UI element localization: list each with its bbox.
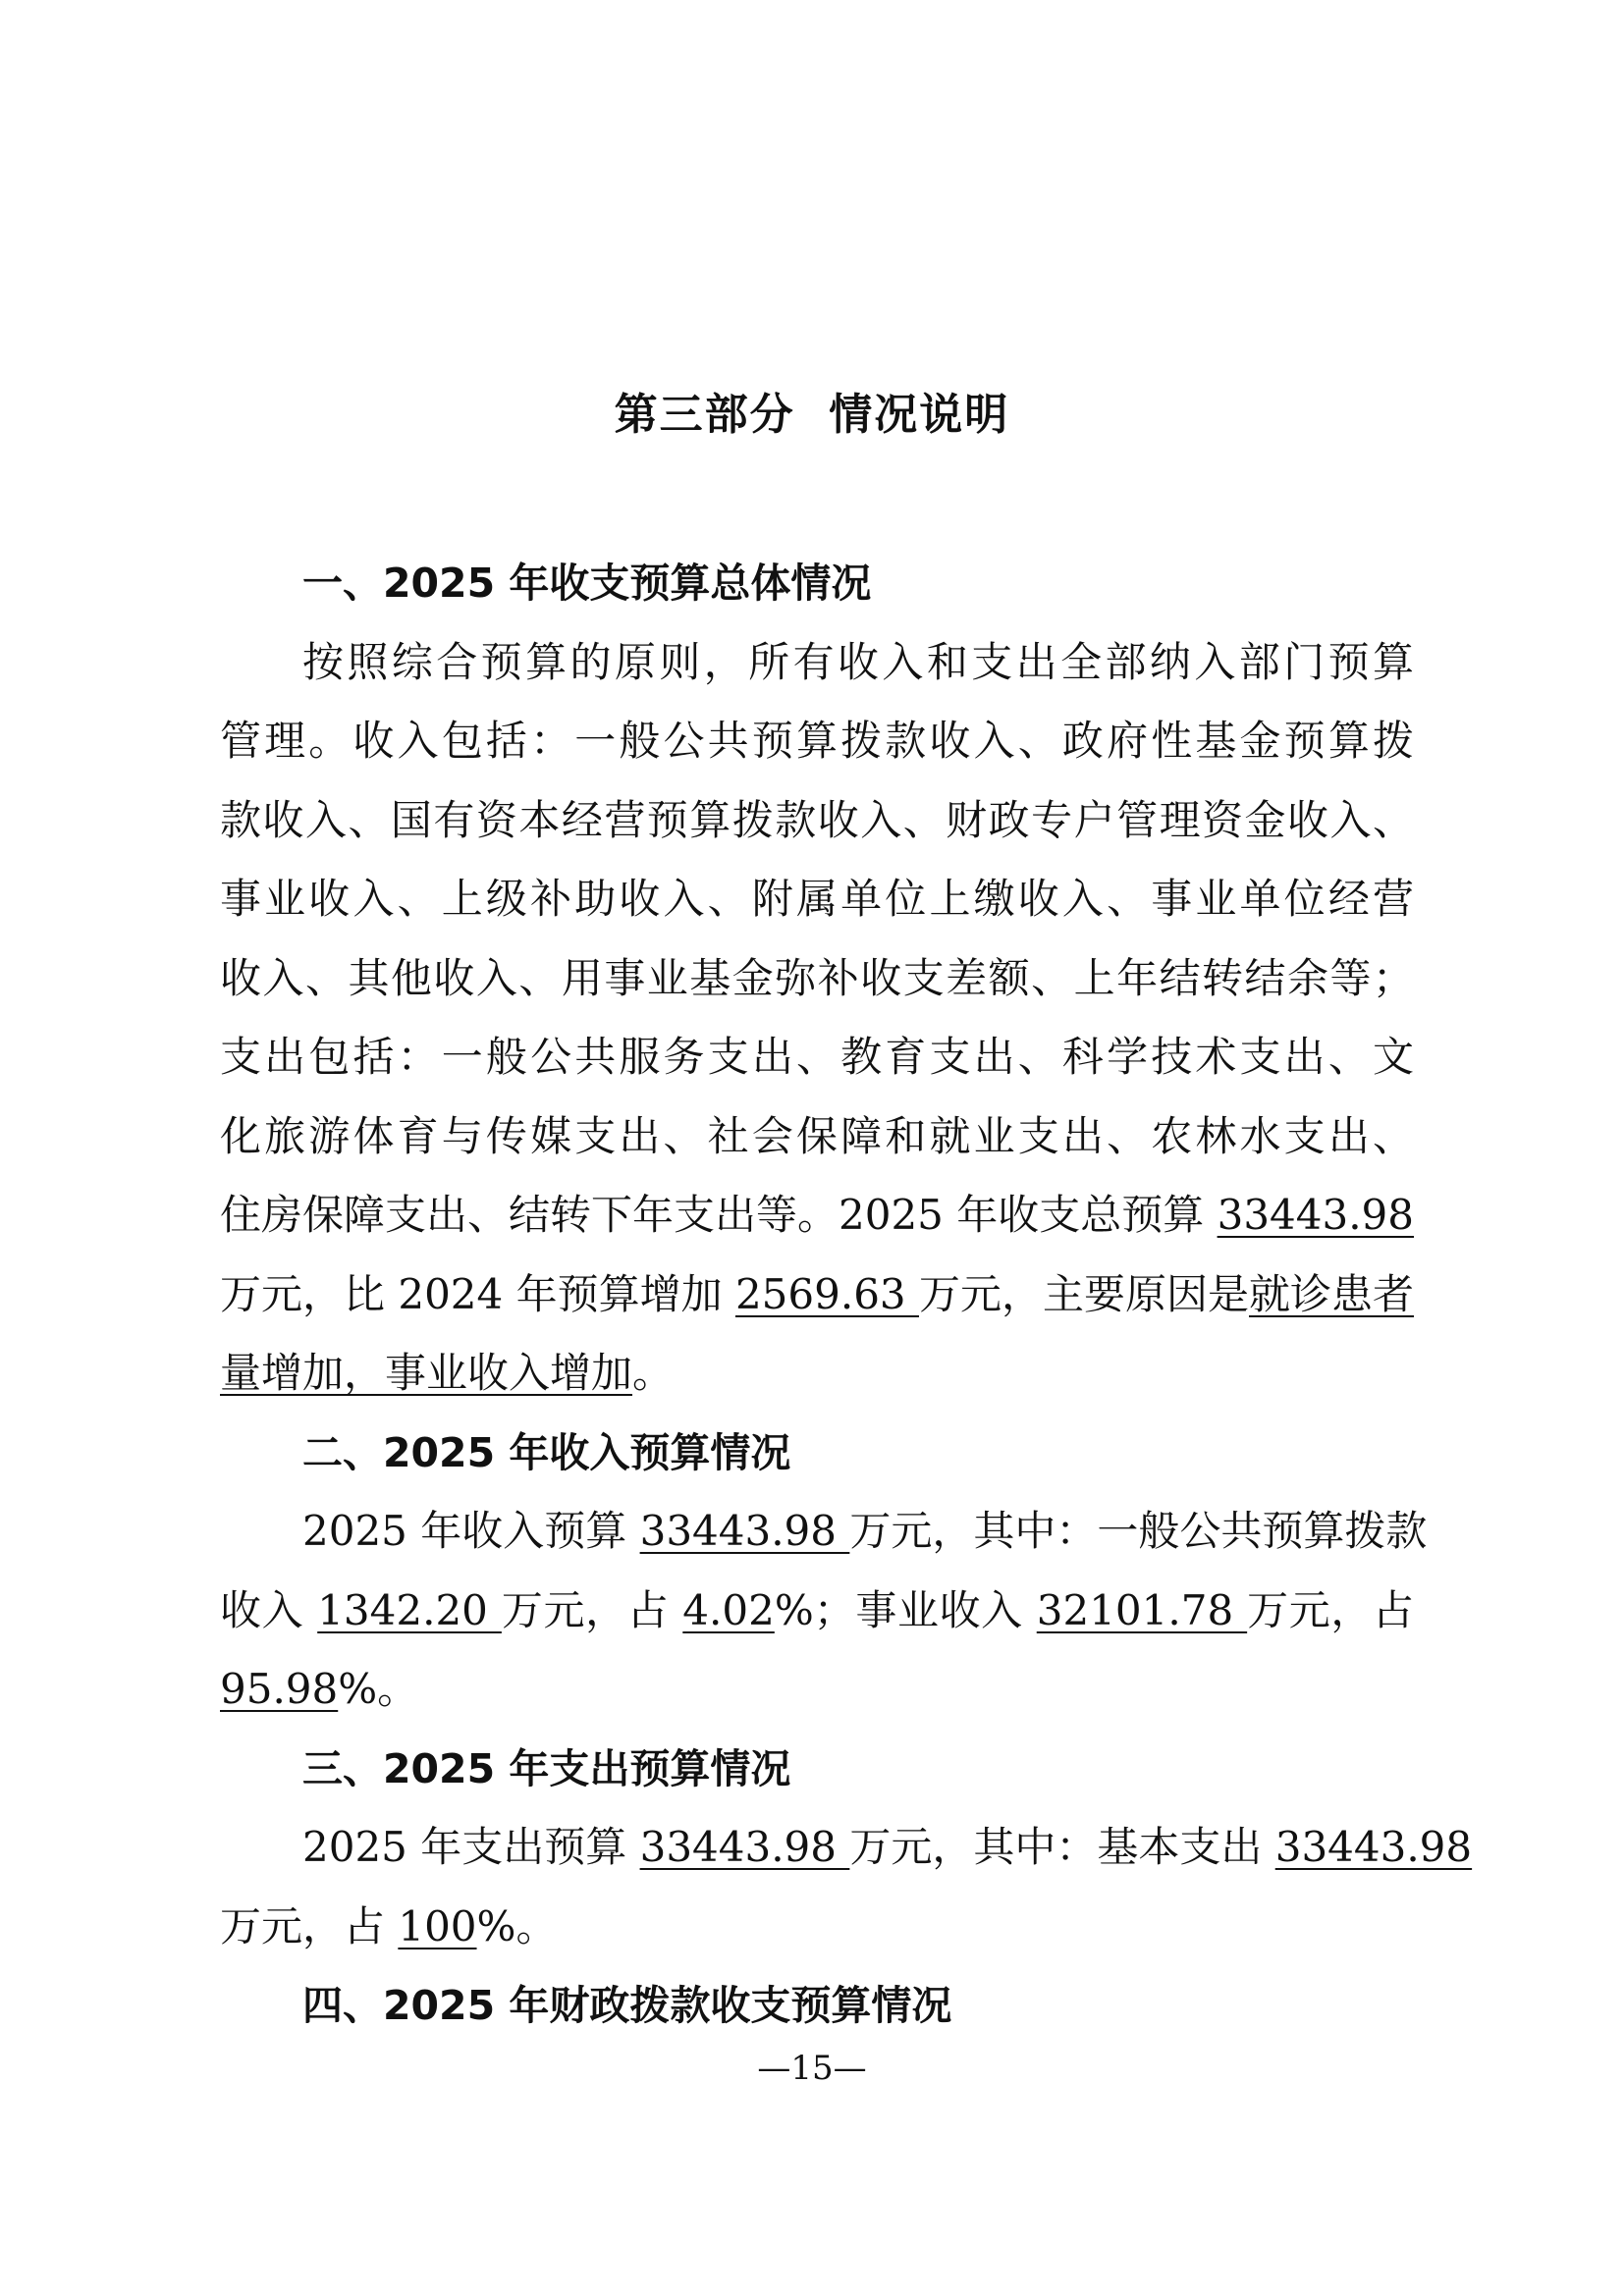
budget-increase-amount: 2569.63: [734, 1269, 919, 1318]
section-1-line-8: [220, 1176, 1414, 1255]
section-2-line-2: [220, 1572, 1414, 1651]
business-income-share: 95.98: [220, 1665, 339, 1713]
section-2-line-1-rest: 万元，其中：一般公共预算拨款: [849, 1507, 1428, 1555]
section-1-line-6: 支出包括：一般公共服务支出、教育支出、科学技术支出、文: [220, 1033, 1414, 1081]
document-body: [220, 544, 1473, 2046]
section-2-line-2-text-b: 万元，占: [501, 1585, 683, 1634]
section-3-line-2: [220, 1888, 1414, 1967]
basic-expenditure-share: 100: [398, 1901, 477, 1950]
basic-expenditure-amount: 33443.98: [1274, 1823, 1473, 1871]
section-1-line-10-end: 。: [632, 1349, 675, 1397]
section-1-line-9-text: 万元，比 2024 年预算增加: [220, 1269, 735, 1318]
page-title: 第三部分 情况说明: [614, 390, 1010, 440]
section-1-line-8-text: 住房保障支出、结转下年支出等。2025 年收支总预算: [220, 1191, 1218, 1239]
increase-reason-part-2: 量增加，事业收入增加: [220, 1349, 633, 1397]
total-budget-amount: 33443.98: [1217, 1191, 1414, 1239]
section-1-line-10: [220, 1334, 1414, 1414]
income-budget-amount: 33443.98: [639, 1507, 850, 1555]
expenditure-budget-amount: 33443.98: [639, 1823, 850, 1871]
section-1-line-4: 事业收入、上级补助收入、附属单位上缴收入、事业单位经营: [220, 875, 1414, 923]
section-4-heading: 四、2025 年财政拨款收支预算情况: [302, 1982, 952, 2029]
section-2-line-2-text-d: 万元，占: [1247, 1585, 1414, 1634]
increase-reason-part-1: 就诊患者: [1249, 1269, 1415, 1318]
page-number: —15—: [757, 2049, 867, 2088]
section-1-line-7: 化旅游体育与传媒支出、社会保障和就业支出、农林水支出、: [220, 1111, 1414, 1160]
section-3-line-2-end: %。: [476, 1901, 558, 1950]
section-3-line-1-rest: 万元，其中：基本支出: [849, 1823, 1275, 1871]
section-1-line-9: [220, 1255, 1414, 1335]
section-2-line-3: [220, 1650, 1414, 1730]
public-budget-share: 4.02: [682, 1585, 775, 1634]
section-2-line-1: [220, 1492, 1428, 1572]
business-income-amount: 32101.78: [1036, 1585, 1248, 1634]
section-3-line-1-text: 2025 年支出预算: [302, 1823, 640, 1871]
section-2-heading: 二、2025 年收入预算情况: [302, 1428, 791, 1476]
section-1-heading: 一、2025 年收支预算总体情况: [302, 560, 872, 607]
public-budget-appropriation-amount: 1342.20: [317, 1585, 502, 1634]
section-3-line-2-text: 万元，占: [220, 1901, 399, 1950]
section-1-line-1: 按照综合预算的原则，所有收入和支出全部纳入部门预算: [302, 637, 1414, 686]
section-2-line-2-text-a: 收入: [220, 1585, 318, 1634]
section-1-line-9-reason-label: 万元，主要原因是: [918, 1269, 1249, 1318]
section-2-line-1-text: 2025 年收入预算: [302, 1507, 640, 1555]
section-3-heading: 三、2025 年支出预算情况: [302, 1744, 791, 1792]
section-1-line-5: 收入、其他收入、用事业基金弥补收支差额、上年结转结余等；: [220, 953, 1414, 1002]
section-1-line-3: 款收入、国有资本经营预算拨款收入、财政专户管理资金收入、: [220, 795, 1414, 844]
section-2-line-3-end: %。: [338, 1665, 419, 1713]
section-1-line-2: 管理。收入包括：一般公共预算拨款收入、政府性基金预算拨: [220, 717, 1414, 765]
section-2-line-2-text-c: %；事业收入: [774, 1585, 1037, 1634]
section-3-line-1: [220, 1808, 1473, 1888]
